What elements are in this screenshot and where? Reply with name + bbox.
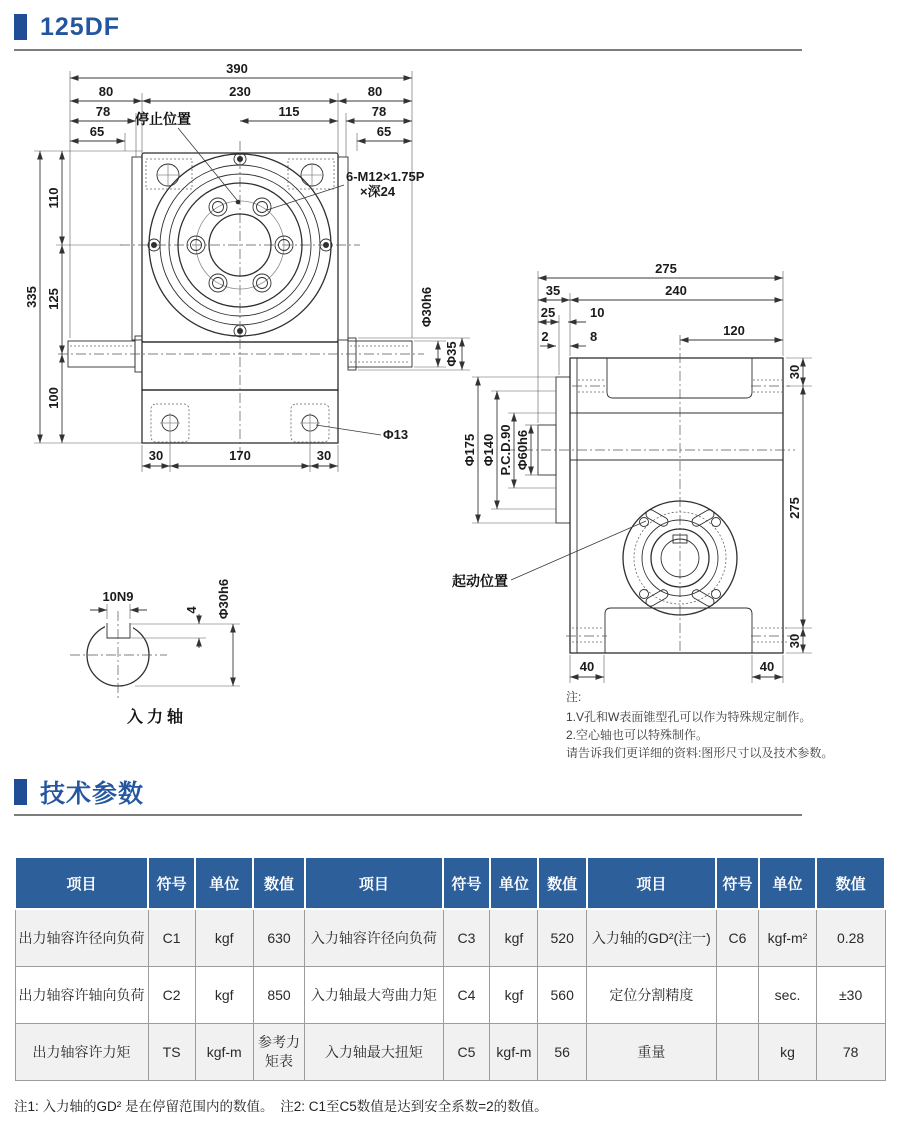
cell: kgf-m² <box>759 909 816 967</box>
side-view-drawing <box>452 261 812 683</box>
cell: C6 <box>716 909 759 967</box>
cell: kgf <box>195 909 253 967</box>
notes-title: 注: <box>566 690 582 704</box>
cell: kgf-m <box>490 1024 538 1081</box>
dim-170: 170 <box>229 448 251 463</box>
dim-2: 2 <box>541 329 549 344</box>
cell: 重量 <box>587 1024 717 1081</box>
cell: C3 <box>443 909 490 967</box>
dim-30-bottom-right: 30 <box>787 633 802 649</box>
stop-position-label: 停止位置 <box>135 111 191 127</box>
cell: 入力轴最大弯曲力矩 <box>305 967 443 1024</box>
dim-30-bottom-right: 30 <box>316 448 332 463</box>
dim-25: 25 <box>540 305 556 320</box>
spec-table-wrapper <box>14 856 886 1081</box>
tech-params-accent-bar <box>14 779 27 805</box>
cell: 参考力矩表 <box>253 1024 304 1081</box>
cell: C1 <box>148 909 195 967</box>
cell: kg <box>759 1024 816 1081</box>
dim-65-left: 65 <box>89 124 105 139</box>
dim-120: 120 <box>723 323 745 338</box>
dim-80-right: 80 <box>367 84 383 99</box>
col-header-item-1: 项目 <box>15 857 148 909</box>
dim-125: 125 <box>46 288 61 310</box>
tech-params-title: 技术参数 <box>40 780 145 808</box>
dim-key-depth: 4 <box>184 606 199 614</box>
tap-callout-line2: ×深24 <box>360 184 396 199</box>
cell <box>716 967 759 1024</box>
dim-115: 115 <box>278 104 300 119</box>
dim-78-right: 78 <box>371 104 387 119</box>
note-line-1: 1.V孔和W表面锥型孔可以作为特殊规定制作。 <box>566 710 812 724</box>
dim-input-shaft-dia: Φ30h6 <box>216 578 231 620</box>
col-header-item-3: 项目 <box>587 857 717 909</box>
cell: 入力轴的GD²(注一) <box>587 909 717 967</box>
col-header-value-3: 数值 <box>816 857 885 909</box>
note-line-2: 2.空心轴也可以特殊制作。 <box>566 728 709 742</box>
cell: 630 <box>253 909 304 967</box>
spec-table-header-row <box>15 857 885 909</box>
drawing-notes <box>566 690 833 760</box>
table-footnote: 注1: 入力轴的GD² 是在停留范围内的数值。 注2: C1至C5数值是达到安全系数=2的数值。 <box>14 1099 548 1114</box>
cell: kgf <box>490 909 538 967</box>
dim-pcd90: P.C.D.90 <box>498 424 513 476</box>
tap-callout-line1: 6-M12×1.75P <box>346 169 425 184</box>
dim-230: 230 <box>229 84 251 99</box>
cell: kgf-m <box>195 1024 253 1081</box>
title-accent-bar <box>14 14 27 40</box>
dim-30-bottom-left: 30 <box>148 448 164 463</box>
dim-keyway-width: 10N9 <box>102 589 134 604</box>
cell: 78 <box>816 1024 885 1081</box>
dim-110: 110 <box>46 187 61 209</box>
dim-phi140: Φ140 <box>481 433 496 467</box>
dim-40-left: 40 <box>579 659 595 674</box>
cell: 520 <box>538 909 587 967</box>
spec-table-row <box>15 909 885 967</box>
dim-8: 8 <box>590 329 598 344</box>
dim-phi13: Φ13 <box>383 427 409 442</box>
dim-335: 335 <box>24 286 39 308</box>
dim-390: 390 <box>226 61 248 76</box>
tech-params-underline <box>14 814 802 816</box>
cell: 850 <box>253 967 304 1024</box>
spec-table-row <box>15 1024 885 1081</box>
cell <box>716 1024 759 1081</box>
dim-phi30h6: Φ30h6 <box>419 286 434 328</box>
dim-phi60h6: Φ60h6 <box>515 429 530 471</box>
dim-275-right: 275 <box>787 497 802 519</box>
cell: 出力轴容许力矩 <box>15 1024 148 1081</box>
input-shaft-label: 入力轴 <box>126 709 188 726</box>
dim-10: 10 <box>590 305 605 320</box>
tech-params-title-block <box>14 775 900 809</box>
page-title: 125DF <box>40 12 121 41</box>
spec-table <box>14 856 886 1081</box>
col-header-item-2: 项目 <box>305 857 443 909</box>
cell: C4 <box>443 967 490 1024</box>
dim-80-left: 80 <box>98 84 114 99</box>
cell: C5 <box>443 1024 490 1081</box>
cell: kgf <box>195 967 253 1024</box>
col-header-symbol-1: 符号 <box>148 857 195 909</box>
dim-phi35: Φ35 <box>444 341 459 367</box>
cell: kgf <box>490 967 538 1024</box>
title-underline <box>14 49 802 51</box>
cell: C2 <box>148 967 195 1024</box>
col-header-symbol-3: 符号 <box>716 857 759 909</box>
dim-65-right: 65 <box>376 124 392 139</box>
col-header-value-1: 数值 <box>253 857 304 909</box>
col-header-symbol-2: 符号 <box>443 857 490 909</box>
col-header-unit-1: 单位 <box>195 857 253 909</box>
dim-phi175: Φ175 <box>462 433 477 467</box>
page-title-block <box>14 10 900 44</box>
cell: 定位分割精度 <box>587 967 717 1024</box>
cell: 入力轴最大扭矩 <box>305 1024 443 1081</box>
start-position-label: 起动位置 <box>452 573 508 589</box>
dim-240: 240 <box>665 283 687 298</box>
dim-30-top-right: 30 <box>787 364 802 380</box>
cell: 出力轴容许轴向负荷 <box>15 967 148 1024</box>
dim-78-left: 78 <box>95 104 111 119</box>
col-header-value-2: 数值 <box>538 857 587 909</box>
dim-35: 35 <box>545 283 561 298</box>
col-header-unit-3: 单位 <box>759 857 816 909</box>
technical-drawing <box>0 53 900 761</box>
cell: TS <box>148 1024 195 1081</box>
cell: ±30 <box>816 967 885 1024</box>
cell: sec. <box>759 967 816 1024</box>
dim-40-right: 40 <box>759 659 775 674</box>
cell: 56 <box>538 1024 587 1081</box>
cell: 出力轴容许径向负荷 <box>15 909 148 967</box>
cell: 0.28 <box>816 909 885 967</box>
front-view-drawing <box>24 61 470 472</box>
input-shaft-detail <box>70 579 240 726</box>
cell: 入力轴容许径向负荷 <box>305 909 443 967</box>
spec-table-row <box>15 967 885 1024</box>
dim-275-top: 275 <box>655 261 677 276</box>
dim-100: 100 <box>46 387 61 409</box>
note-line-3: 请告诉我们更详细的资料:图形尺寸以及技术参数。 <box>566 746 834 760</box>
col-header-unit-2: 单位 <box>490 857 538 909</box>
cell: 560 <box>538 967 587 1024</box>
